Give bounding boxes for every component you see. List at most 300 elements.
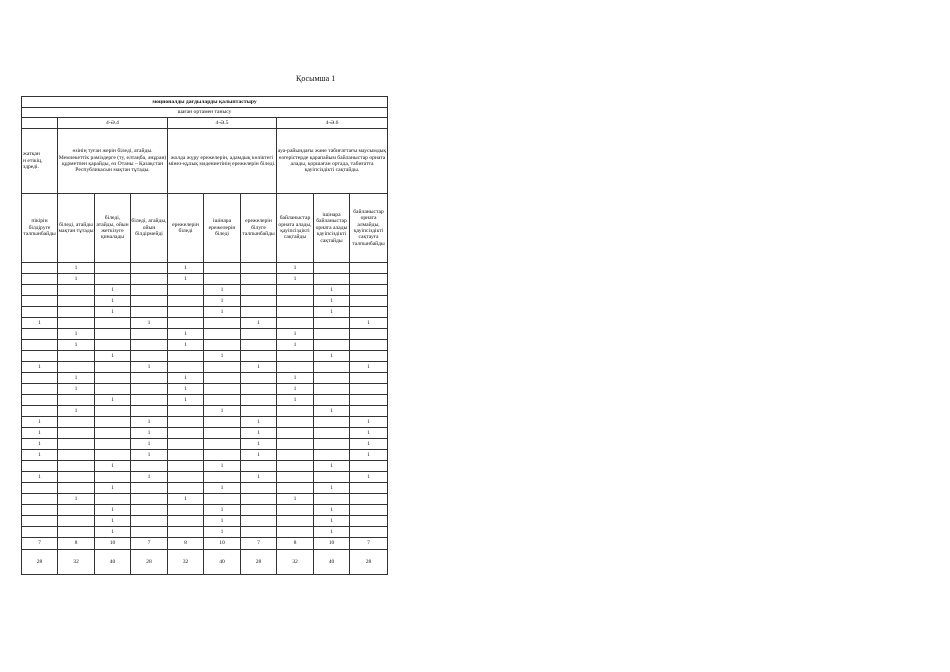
score-cell (22, 516, 58, 527)
score-cell: 1 (277, 329, 314, 340)
score-cell (277, 483, 314, 494)
score-cell (277, 307, 314, 318)
score-cell: 1 (168, 395, 204, 406)
score-cell (58, 318, 95, 329)
score-cell: 1 (241, 450, 277, 461)
score-cell (241, 274, 277, 285)
score-cell (58, 417, 95, 428)
score-cell (277, 472, 314, 483)
score-cell (131, 516, 168, 527)
table-row (22, 296, 388, 307)
score-cell (277, 428, 314, 439)
score-cell (22, 285, 58, 296)
score-cell: 1 (314, 516, 350, 527)
score-cell (350, 296, 388, 307)
score-cell (131, 406, 168, 417)
score-cell: 1 (277, 274, 314, 285)
percent-row (22, 550, 388, 575)
score-cell (350, 505, 388, 516)
score-cell (22, 494, 58, 505)
score-cell: 1 (131, 417, 168, 428)
score-cell (131, 263, 168, 274)
score-cell: 1 (168, 373, 204, 384)
score-cell: 1 (241, 428, 277, 439)
score-cell (168, 428, 204, 439)
score-cell: 1 (204, 461, 241, 472)
score-cell (131, 307, 168, 318)
score-cell (241, 395, 277, 406)
score-cell (168, 527, 204, 538)
score-cell: 1 (204, 516, 241, 527)
score-cell: 1 (22, 417, 58, 428)
score-cell (314, 428, 350, 439)
score-cell (168, 439, 204, 450)
score-cell: 1 (204, 351, 241, 362)
score-cell (168, 318, 204, 329)
totals-row (22, 538, 388, 550)
score-cell (168, 450, 204, 461)
score-cell (204, 373, 241, 384)
subheader-7: байланыстар орната алады, қауіпсіздікті сақтайды (277, 194, 314, 263)
percent-cell: 32 (58, 550, 95, 575)
score-cell: 1 (58, 406, 95, 417)
score-cell (314, 340, 350, 351)
score-cell: 1 (204, 285, 241, 296)
section-title: моционалды дағдыларды қалыптастыру (22, 97, 388, 108)
score-cell (131, 285, 168, 296)
score-cell: 1 (277, 263, 314, 274)
score-cell (204, 494, 241, 505)
table-row (22, 494, 388, 505)
score-cell (241, 505, 277, 516)
score-cell (241, 285, 277, 296)
score-cell (168, 296, 204, 307)
table-row (22, 483, 388, 494)
score-cell (241, 263, 277, 274)
score-cell (204, 428, 241, 439)
score-cell: 1 (95, 296, 131, 307)
score-cell: 1 (58, 263, 95, 274)
score-cell: 1 (277, 494, 314, 505)
percent-cell: 28 (350, 550, 388, 575)
score-cell (350, 494, 388, 505)
score-cell: 1 (22, 450, 58, 461)
table-row (22, 439, 388, 450)
score-cell: 1 (95, 351, 131, 362)
total-cell: 10 (95, 538, 131, 550)
score-cell: 1 (22, 428, 58, 439)
table-row (22, 274, 388, 285)
score-cell (95, 362, 131, 373)
total-cell: 7 (22, 538, 58, 550)
score-cell: 1 (168, 494, 204, 505)
score-cell (58, 362, 95, 373)
score-cell: 1 (95, 307, 131, 318)
score-cell (314, 263, 350, 274)
score-cell: 1 (131, 439, 168, 450)
percent-cell: 40 (204, 550, 241, 575)
score-cell: 1 (95, 395, 131, 406)
score-cell (204, 472, 241, 483)
percent-cell: 40 (314, 550, 350, 575)
score-cell (314, 329, 350, 340)
score-cell (314, 274, 350, 285)
score-cell (131, 483, 168, 494)
score-cell: 1 (350, 318, 388, 329)
table-row (22, 516, 388, 527)
score-cell (131, 395, 168, 406)
score-cell: 1 (350, 428, 388, 439)
description-4-a-4: өзінің туған жерін біледі, атайды. Мемлекеттік рәміздерге (ту, елтаңба, әнұран) құрметпен қарайды, өз Отаны – Қазақстан Республикасын мақтан тұтады. (58, 129, 168, 194)
score-cell (168, 472, 204, 483)
table-row (22, 307, 388, 318)
score-cell: 1 (131, 428, 168, 439)
score-cell: 1 (350, 417, 388, 428)
score-cell (277, 406, 314, 417)
score-cell (350, 351, 388, 362)
total-cell: 8 (277, 538, 314, 550)
score-cell: 1 (350, 450, 388, 461)
score-cell (277, 450, 314, 461)
score-cell (58, 505, 95, 516)
score-cell (95, 494, 131, 505)
section-subtitle: шаған ортамен танысу (22, 108, 388, 118)
subheader-8: ішінара байланыстар орната алады қауіпсіздікті сақтайды (314, 194, 350, 263)
score-cell (277, 285, 314, 296)
score-cell: 1 (241, 362, 277, 373)
score-cell: 1 (95, 516, 131, 527)
score-cell (204, 318, 241, 329)
score-cell: 1 (314, 296, 350, 307)
score-cell (350, 263, 388, 274)
score-cell (58, 428, 95, 439)
score-cell (314, 417, 350, 428)
score-cell (95, 472, 131, 483)
score-cell (204, 340, 241, 351)
score-cell (204, 439, 241, 450)
score-cell (350, 340, 388, 351)
score-cell (22, 263, 58, 274)
score-cell (22, 406, 58, 417)
subheader-6: ережелерін білуге талпынбайды (241, 194, 277, 263)
score-cell (131, 351, 168, 362)
total-cell: 8 (58, 538, 95, 550)
score-cell: 1 (22, 439, 58, 450)
score-cell: 1 (58, 340, 95, 351)
score-cell (350, 373, 388, 384)
description-4-a-5: жолда жүру ережелерін, адамдық көліктегі мінез-құлық мәдениетінің ережелерін біледі. (168, 129, 277, 194)
table-row (22, 373, 388, 384)
table-row (22, 329, 388, 340)
score-cell (241, 527, 277, 538)
score-cell: 1 (204, 307, 241, 318)
description-4-a-6: ауа-райындағы және табиғаттағы маусымдық өзгерістерде қарапайым байланыстар орната алады, қоршаған ортада, табиғатта қауіпсіздікті сақтайды. (277, 129, 388, 194)
score-cell (277, 439, 314, 450)
score-cell (350, 285, 388, 296)
score-cell: 1 (95, 461, 131, 472)
score-cell (22, 351, 58, 362)
score-cell (58, 450, 95, 461)
total-cell: 10 (204, 538, 241, 550)
score-cell (58, 351, 95, 362)
score-cell: 1 (277, 340, 314, 351)
score-cell: 1 (277, 384, 314, 395)
score-cell (277, 505, 314, 516)
table-row (22, 285, 388, 296)
table-row (22, 263, 388, 274)
score-cell: 1 (131, 472, 168, 483)
score-cell (95, 318, 131, 329)
score-cell: 1 (314, 285, 350, 296)
score-cell (350, 395, 388, 406)
score-cell (95, 417, 131, 428)
score-cell (131, 296, 168, 307)
score-cell (350, 274, 388, 285)
score-cell (168, 417, 204, 428)
score-cell (241, 483, 277, 494)
score-cell (131, 373, 168, 384)
score-cell (277, 351, 314, 362)
score-cell (95, 340, 131, 351)
score-cell (58, 527, 95, 538)
total-cell: 8 (168, 538, 204, 550)
score-cell (241, 296, 277, 307)
score-cell (277, 362, 314, 373)
total-cell: 10 (314, 538, 350, 550)
score-cell (277, 461, 314, 472)
score-cell (277, 516, 314, 527)
score-cell (204, 417, 241, 428)
table-row (22, 318, 388, 329)
score-cell (241, 329, 277, 340)
score-cell (350, 307, 388, 318)
score-cell (95, 406, 131, 417)
score-cell (277, 318, 314, 329)
score-cell (204, 329, 241, 340)
score-cell (22, 373, 58, 384)
table-row (22, 406, 388, 417)
score-cell (95, 274, 131, 285)
score-cell: 1 (95, 483, 131, 494)
score-cell: 1 (350, 362, 388, 373)
score-cell: 1 (314, 406, 350, 417)
score-cell (314, 318, 350, 329)
score-cell: 1 (95, 285, 131, 296)
score-cell: 1 (277, 373, 314, 384)
score-cell (95, 428, 131, 439)
score-cell (204, 450, 241, 461)
score-cell (95, 439, 131, 450)
score-cell: 1 (314, 461, 350, 472)
score-cell: 1 (131, 450, 168, 461)
score-cell (204, 384, 241, 395)
score-cell (241, 384, 277, 395)
score-cell: 1 (350, 439, 388, 450)
score-cell (58, 461, 95, 472)
table-row (22, 351, 388, 362)
score-cell (22, 461, 58, 472)
score-cell (314, 494, 350, 505)
score-cell (350, 329, 388, 340)
score-cell (204, 395, 241, 406)
score-cell: 1 (204, 527, 241, 538)
score-cell (58, 296, 95, 307)
score-cell (95, 329, 131, 340)
score-cell: 1 (22, 362, 58, 373)
subheader-5: ішінара ережелерін біледі (204, 194, 241, 263)
score-cell: 1 (350, 472, 388, 483)
score-cell: 1 (58, 329, 95, 340)
score-cell (22, 483, 58, 494)
score-cell: 1 (241, 417, 277, 428)
score-cell (22, 384, 58, 395)
score-cell (22, 505, 58, 516)
score-cell (168, 307, 204, 318)
score-cell (22, 296, 58, 307)
score-cell (95, 384, 131, 395)
score-cell: 1 (241, 318, 277, 329)
appendix-label: Қосымша 1 (296, 74, 336, 83)
subheader-0: пікірін білдіруге талпынбайды (22, 194, 58, 263)
score-cell (95, 263, 131, 274)
total-cell: 7 (131, 538, 168, 550)
subheader-9: байланыстар орната алмайды, қауіпсіздікті сақтауға талпынбайды (350, 194, 388, 263)
score-cell (350, 384, 388, 395)
score-cell (58, 395, 95, 406)
score-cell: 1 (277, 395, 314, 406)
score-cell (168, 285, 204, 296)
assessment-table (21, 96, 388, 575)
score-cell: 1 (204, 406, 241, 417)
score-cell (168, 516, 204, 527)
score-cell (131, 274, 168, 285)
score-cell: 1 (58, 494, 95, 505)
score-cell: 1 (95, 527, 131, 538)
score-cell (131, 461, 168, 472)
table-row (22, 362, 388, 373)
score-cell (314, 384, 350, 395)
score-cell: 1 (58, 384, 95, 395)
score-cell (314, 395, 350, 406)
score-cell (58, 307, 95, 318)
score-cell (131, 340, 168, 351)
score-cell: 1 (241, 472, 277, 483)
score-cell (58, 516, 95, 527)
score-cell: 1 (168, 384, 204, 395)
score-cell (168, 406, 204, 417)
score-cell: 1 (58, 373, 95, 384)
score-cell (241, 494, 277, 505)
score-cell: 1 (131, 318, 168, 329)
score-cell (131, 505, 168, 516)
score-cell (204, 274, 241, 285)
score-cell (168, 351, 204, 362)
score-cell (314, 450, 350, 461)
score-cell: 1 (22, 472, 58, 483)
score-cell: 1 (241, 439, 277, 450)
score-cell (131, 384, 168, 395)
score-cell (277, 296, 314, 307)
table-row (22, 505, 388, 516)
score-cell: 1 (314, 307, 350, 318)
score-cell (95, 373, 131, 384)
percent-cell: 28 (241, 550, 277, 575)
score-cell: 1 (204, 296, 241, 307)
score-cell (241, 461, 277, 472)
score-cell (204, 263, 241, 274)
score-cell (241, 373, 277, 384)
table-row (22, 428, 388, 439)
score-cell: 1 (131, 362, 168, 373)
score-cell (350, 483, 388, 494)
score-cell: 1 (168, 329, 204, 340)
score-cell (314, 472, 350, 483)
score-cell (241, 340, 277, 351)
table-row (22, 461, 388, 472)
score-cell (22, 307, 58, 318)
score-cell (131, 329, 168, 340)
score-cell (350, 516, 388, 527)
table-row (22, 395, 388, 406)
score-cell (350, 406, 388, 417)
score-cell: 1 (204, 505, 241, 516)
score-cell: 1 (95, 505, 131, 516)
percent-cell: 32 (168, 550, 204, 575)
total-cell: 7 (241, 538, 277, 550)
score-cell: 1 (168, 340, 204, 351)
score-cell (22, 527, 58, 538)
score-cell (168, 483, 204, 494)
description-partial: жатқан н етікіц, здреді. (22, 129, 58, 194)
subheader-2: біледі, атайды, ойын жеткізуге қиналады (95, 194, 131, 263)
table-row (22, 417, 388, 428)
score-cell (168, 362, 204, 373)
total-cell: 7 (350, 538, 388, 550)
score-cell (314, 439, 350, 450)
score-cell (131, 527, 168, 538)
score-cell (314, 362, 350, 373)
code-cell-empty (22, 118, 58, 129)
score-cell (168, 461, 204, 472)
score-cell (95, 450, 131, 461)
score-cell: 1 (168, 263, 204, 274)
score-cell (241, 406, 277, 417)
score-cell (241, 307, 277, 318)
score-cell (22, 329, 58, 340)
table-row (22, 472, 388, 483)
score-cell (350, 461, 388, 472)
score-cell (58, 483, 95, 494)
code-4-a-4: 4-Ә.4 (58, 118, 168, 129)
score-cell: 1 (314, 351, 350, 362)
score-cell (58, 439, 95, 450)
percent-cell: 40 (95, 550, 131, 575)
code-4-a-5: 4-Ә.5 (168, 118, 277, 129)
score-cell (241, 351, 277, 362)
score-cell (58, 285, 95, 296)
score-cell: 1 (314, 483, 350, 494)
score-cell (22, 340, 58, 351)
table-row (22, 340, 388, 351)
score-cell: 1 (204, 483, 241, 494)
subheader-1: біледі, атайды мақтан тұтады (58, 194, 95, 263)
score-cell (131, 494, 168, 505)
score-cell (277, 527, 314, 538)
table-row (22, 384, 388, 395)
score-cell: 1 (22, 318, 58, 329)
score-cell (204, 362, 241, 373)
code-4-a-6: 4-Ә.6 (277, 118, 388, 129)
